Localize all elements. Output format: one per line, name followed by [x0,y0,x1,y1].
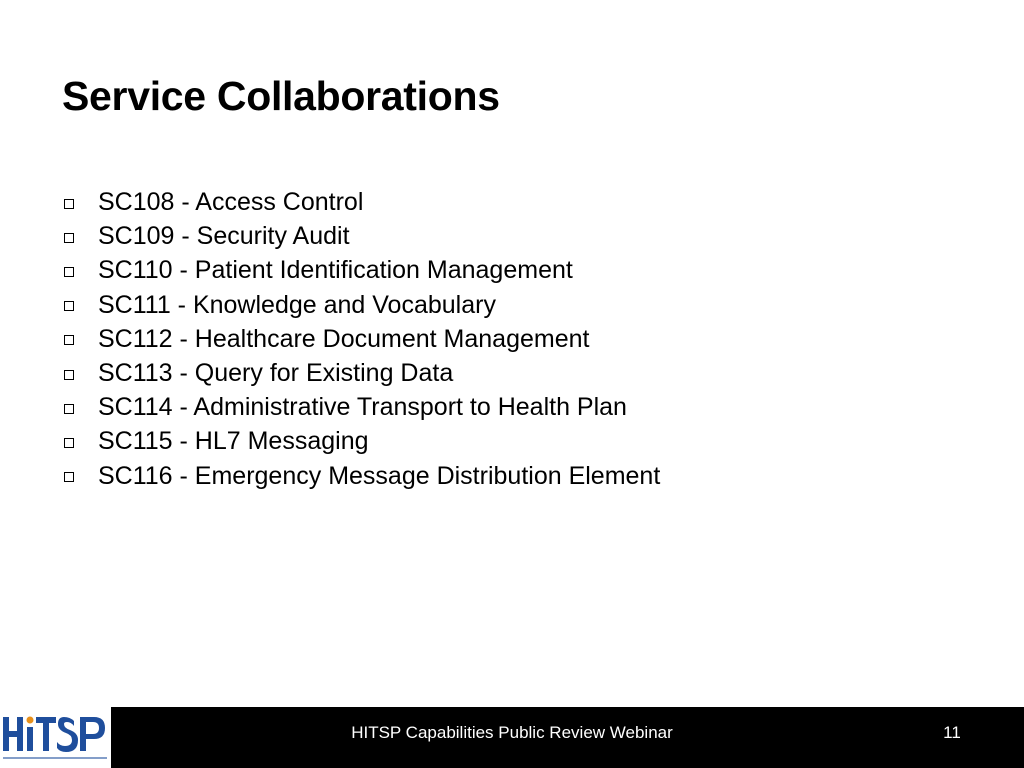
square-bullet-icon [64,472,74,482]
list-item [62,390,660,424]
list-item [62,424,660,458]
list-item-text: SC116 - Emergency Message Distribution Element [98,461,661,490]
list-item-text: SC114 - Administrative Transport to Health Plan [98,393,627,422]
list-item [62,219,660,253]
square-bullet-icon [64,301,74,311]
list-item-text: SC108 - Access Control [98,188,364,217]
footer-title [0,722,1024,744]
footer-title-text: HITSP Capabilities Public Review Webinar [351,723,673,742]
list-item [62,459,660,493]
square-bullet-icon [64,233,74,243]
square-bullet-icon [64,199,74,209]
list-item-text: SC112 - Healthcare Document Management [98,324,590,353]
square-bullet-icon [64,438,74,448]
square-bullet-icon [64,335,74,345]
list-item-text: SC113 - Query for Existing Data [98,359,454,388]
list-item [62,356,660,390]
square-bullet-icon [64,370,74,380]
square-bullet-icon [64,404,74,414]
list-item-text: SC111 - Knowledge and Vocabulary [98,290,496,319]
list-item [62,322,660,356]
list-item-text: SC115 - HL7 Messaging [98,427,369,456]
bullet-list [62,185,660,493]
footer-bar [0,707,1024,768]
list-item-text: SC110 - Patient Identification Management [98,256,573,285]
list-item [62,185,660,219]
list-item [62,253,660,287]
slide-title: Service Collaborations [62,73,500,119]
list-item-text: SC109 - Security Audit [98,222,350,251]
square-bullet-icon [64,267,74,277]
list-item [62,288,660,322]
page-number: 11 [943,723,961,742]
